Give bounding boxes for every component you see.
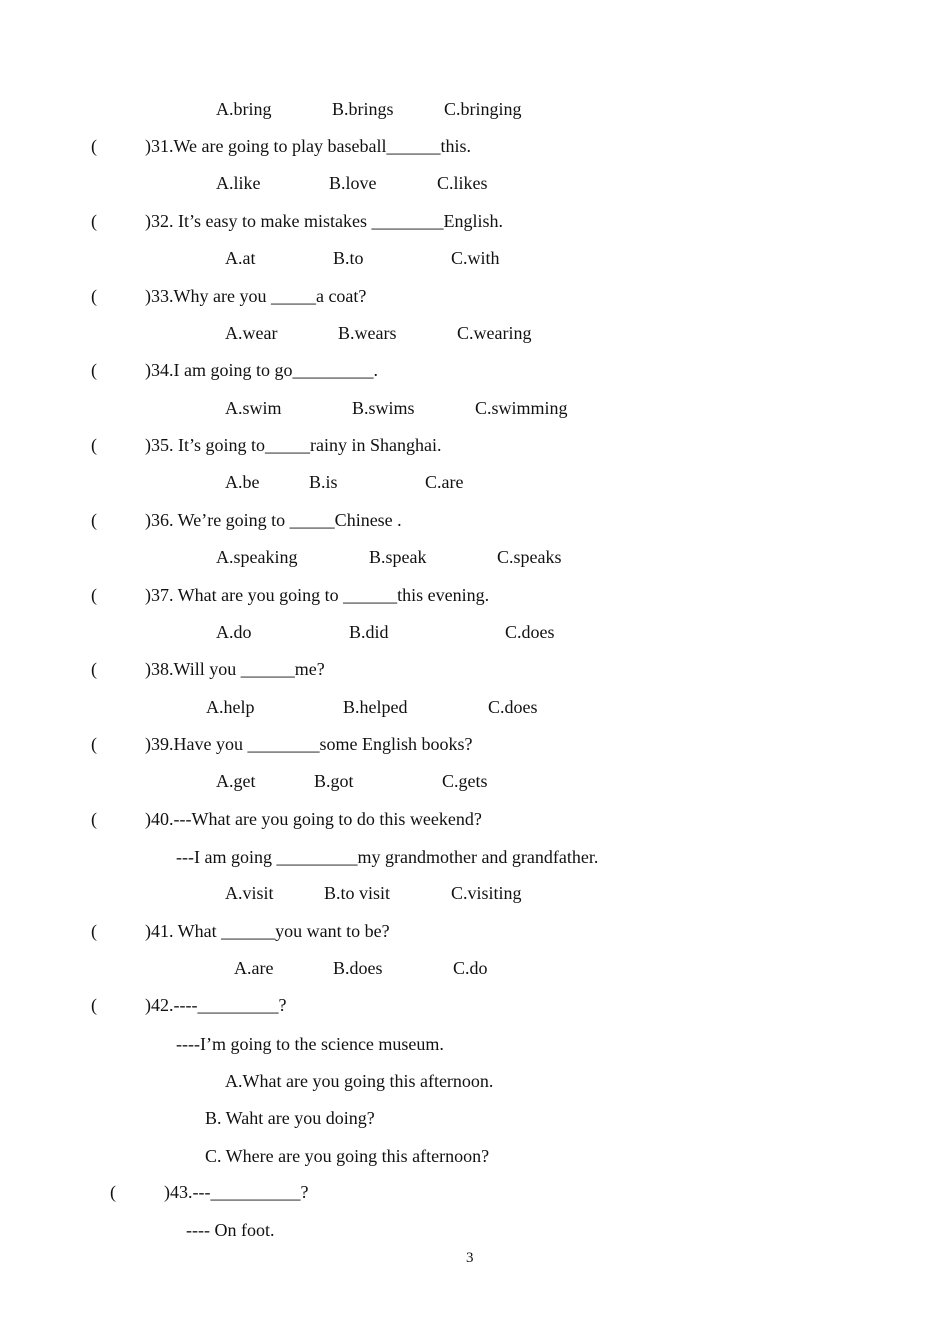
question-text: )37. What are you going to ______this evening. [145, 585, 490, 605]
option-c: C.does [488, 697, 538, 717]
option-c: C.swimming [475, 398, 568, 418]
question-text: )42.----_________? [145, 995, 287, 1015]
answer-blank-paren: ( [91, 659, 97, 679]
option-a: A.do [216, 622, 252, 642]
answer-blank-paren: ( [91, 360, 97, 380]
question-text: )39.Have you ________some English books? [145, 734, 473, 754]
answer-blank-paren: ( [91, 809, 97, 829]
question-text: )43.---__________? [164, 1182, 309, 1202]
question-text: )32. It’s easy to make mistakes ________English. [145, 211, 503, 231]
option-a: A.wear [225, 323, 278, 343]
option-a: A.bring [216, 99, 272, 119]
answer-blank-paren: ( [91, 734, 97, 754]
answer-blank-paren: ( [91, 286, 97, 306]
question-text: )38.Will you ______me? [145, 659, 325, 679]
option-a: A.visit [225, 883, 274, 903]
option-b: B.does [333, 958, 383, 978]
option-c: C.bringing [444, 99, 522, 119]
option-b: B.got [314, 771, 354, 791]
option-a: A.like [216, 173, 261, 193]
answer-blank-paren: ( [91, 995, 97, 1015]
option-b: B.swims [352, 398, 415, 418]
answer-blank-paren: ( [91, 435, 97, 455]
option-a: A.be [225, 472, 260, 492]
option-b: B.brings [332, 99, 394, 119]
page-number: 3 [466, 1250, 474, 1266]
question-text: )35. It’s going to_____rainy in Shanghai. [145, 435, 442, 455]
option-c: C.gets [442, 771, 488, 791]
answer-blank-paren: ( [110, 1182, 116, 1202]
dialogue-line: ---I am going _________my grandmother and grandfather. [176, 847, 599, 867]
question-text: )36. We’re going to _____Chinese . [145, 510, 402, 530]
option-b: B.to [333, 248, 364, 268]
option-b: B.wears [338, 323, 397, 343]
option-a: A.help [206, 697, 255, 717]
answer-blank-paren: ( [91, 921, 97, 941]
option-b: B.did [349, 622, 389, 642]
option-a: A.get [216, 771, 256, 791]
dialogue-line: ----I’m going to the science museum. [176, 1034, 444, 1054]
option-c: C.likes [437, 173, 488, 193]
option-c: C.do [453, 958, 488, 978]
option-c: C.does [505, 622, 555, 642]
answer-blank-paren: ( [91, 585, 97, 605]
dialogue-line: A.What are you going this afternoon. [225, 1071, 494, 1091]
dialogue-line: B. Waht are you doing? [205, 1108, 375, 1128]
question-text: )41. What ______you want to be? [145, 921, 390, 941]
dialogue-line: C. Where are you going this afternoon? [205, 1146, 490, 1166]
option-b: B.love [329, 173, 377, 193]
question-text: )34.I am going to go_________. [145, 360, 378, 380]
option-a: A.are [234, 958, 274, 978]
question-text: )33.Why are you _____a coat? [145, 286, 367, 306]
option-c: C.are [425, 472, 464, 492]
option-c: C.wearing [457, 323, 532, 343]
option-b: B.helped [343, 697, 408, 717]
option-b: B.is [309, 472, 338, 492]
option-b: B.to visit [324, 883, 391, 903]
option-b: B.speak [369, 547, 427, 567]
option-c: C.visiting [451, 883, 522, 903]
answer-blank-paren: ( [91, 136, 97, 156]
question-text: )31.We are going to play baseball______this. [145, 136, 471, 156]
question-text: )40.---What are you going to do this weekend? [145, 809, 482, 829]
option-c: C.with [451, 248, 500, 268]
option-a: A.swim [225, 398, 282, 418]
option-c: C.speaks [497, 547, 562, 567]
option-a: A.at [225, 248, 256, 268]
answer-blank-paren: ( [91, 211, 97, 231]
answer-blank-paren: ( [91, 510, 97, 530]
dialogue-line: ---- On foot. [186, 1220, 275, 1240]
option-a: A.speaking [216, 547, 298, 567]
